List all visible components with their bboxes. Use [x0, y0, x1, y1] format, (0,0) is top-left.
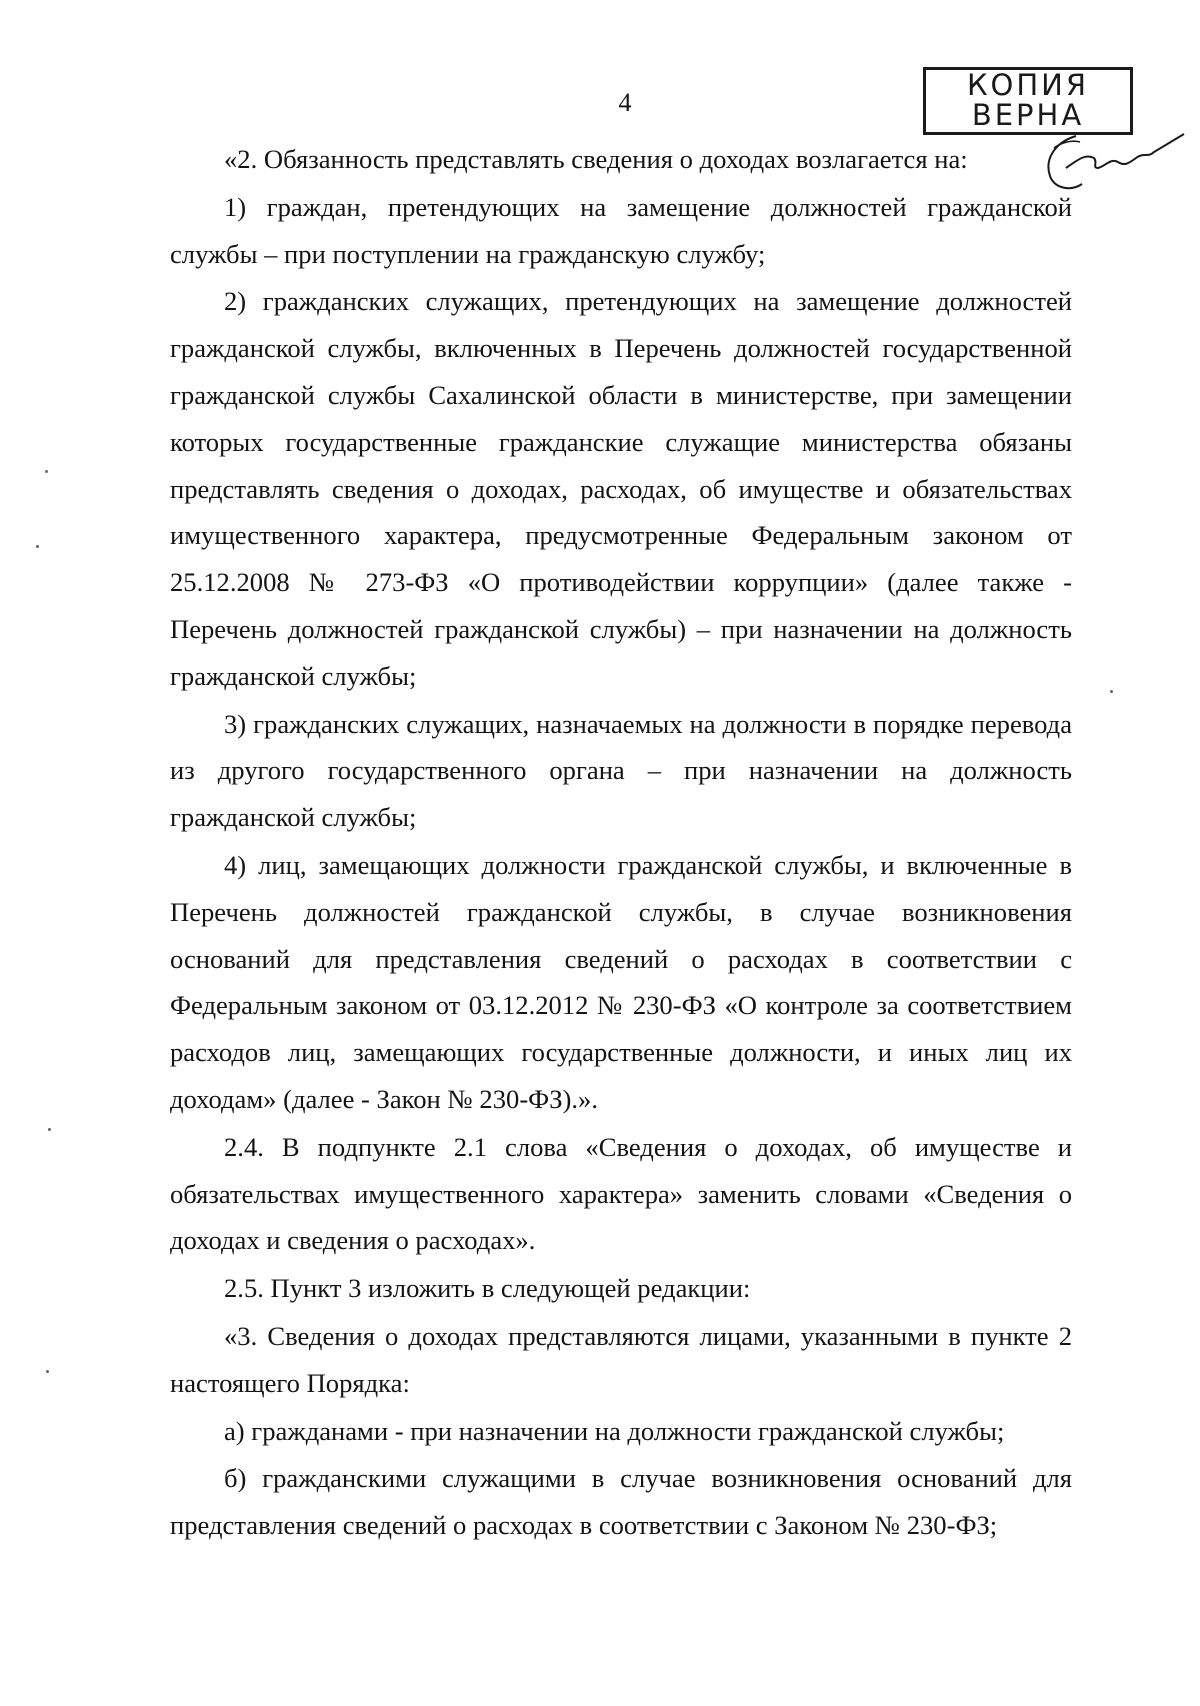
- scan-speck: [48, 1128, 51, 1131]
- paragraph-2-item-2: 2) гражданских служащих, претендующих на замещение должностей гражданской службы, включенных в Перечень должностей государственной гражданской службы Сахалинской области в министерстве, при замещении которых государственные гражданские служащие министерства обязаны представлять сведения о доходах, расходах, об имуществе и обязательствах имущественного характера, предусмотренные Федеральным законом от 25.12.2008 № 273-ФЗ «О противодействии коррупции» (далее также - Перечень должностей гражданской службы) – при назначении на должность гражданской службы;: [170, 286, 1072, 691]
- paragraph-2-item-4: 4) лиц, замещающих должности гражданской службы, и включенные в Перечень должностей гражданской службы, в случае возникновения оснований для представления сведений о расходах в соответствии с Федеральным законом от 03.12.2012 № 230-ФЗ «О контроле за соответствием расходов лиц, замещающих государственные должности, и иных лиц их доходам» (далее - Закон № 230-ФЗ).».: [170, 849, 1072, 1114]
- paragraph-2: «2. Обязанность представлять сведения о доходах возлагается на:: [224, 144, 968, 174]
- scan-speck: [45, 470, 48, 473]
- paragraph-2-item-3: 3) гражданских служащих, назначаемых на должности в порядке перевода из другого государственного органа – при назначении на должность гражданской службы;: [170, 708, 1072, 833]
- paragraph-3-item-b: б) гражданскими служащими в случае возникновения оснований для представления сведений о расходах в соответствии с Законом № 230-ФЗ;: [170, 1463, 1072, 1541]
- stamp-line-1: КОПИЯ: [966, 68, 1090, 102]
- scan-speck: [1110, 690, 1113, 693]
- paragraph-3-item-a: а) гражданами - при назначении на должности гражданской службы;: [224, 1415, 1005, 1446]
- copy-certified-stamp: [923, 67, 1133, 135]
- paragraph-2-item-1: 1) граждан, претендующих на замещение должностей гражданской службы – при поступлении на гражданскую службу;: [170, 191, 1072, 269]
- paragraph-2-4: 2.4. В подпункте 2.1 слова «Сведения о доходах, об имуществе и обязательствах имущественного характера» заменить словами «Сведения о доходах и сведения о расходах».: [170, 1131, 1072, 1256]
- scan-speck: [46, 1370, 49, 1373]
- scan-speck: [36, 545, 39, 548]
- paragraph-2-5: 2.5. Пункт 3 изложить в следующей редакции:: [224, 1273, 751, 1304]
- document-body: [170, 136, 1072, 1549]
- stamp-line-2: ВЕРНА: [971, 98, 1085, 132]
- page-number: 4: [618, 88, 632, 117]
- paragraph-3: «3. Сведения о доходах представляются лицами, указанными в пункте 2 настоящего Порядка:: [170, 1320, 1072, 1398]
